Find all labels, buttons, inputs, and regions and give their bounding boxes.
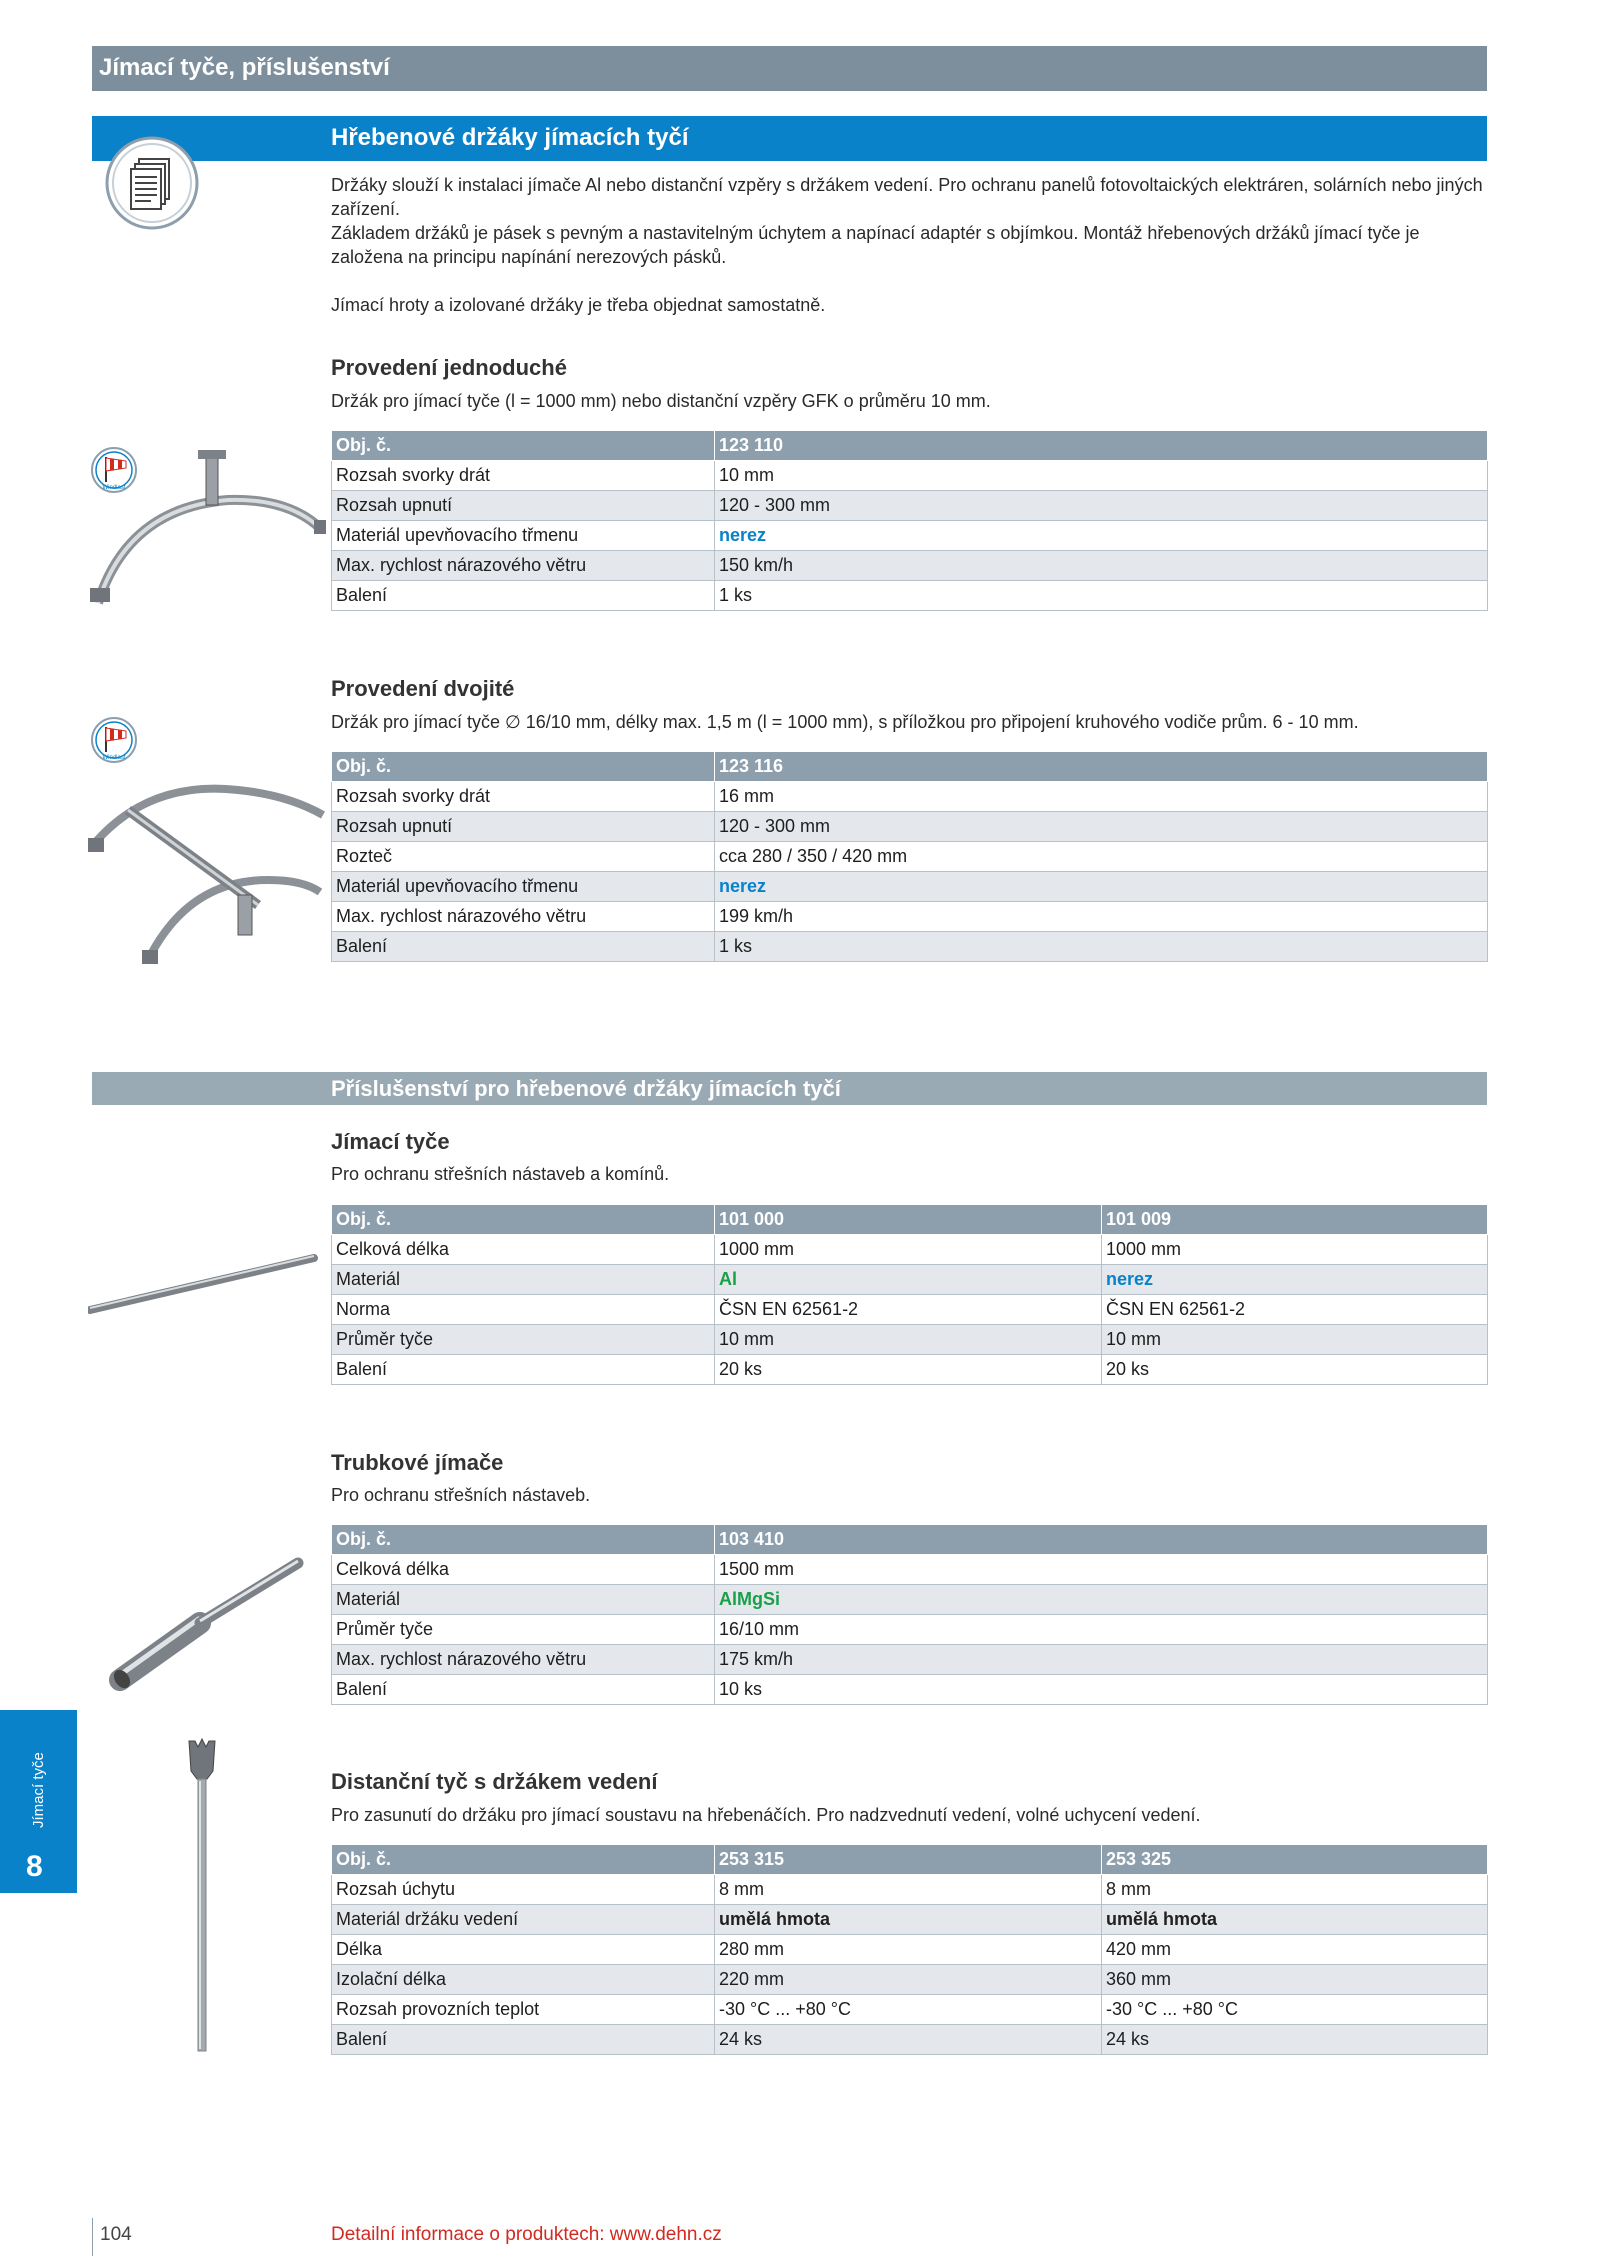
material-cell: nerez: [1102, 1265, 1488, 1295]
table-cell: 20 ks: [1102, 1355, 1488, 1385]
section-heading: Distanční tyč s držákem vedení: [331, 1769, 658, 1794]
material-cell: AlMgSi: [715, 1585, 1488, 1615]
table-row-label: Průměr tyče: [332, 1325, 715, 1355]
table-cell: 10 mm: [715, 1325, 1102, 1355]
windsock-label: Windlast: [102, 755, 126, 761]
chapter-tab-number: 8: [26, 1850, 43, 1883]
windsock-icon: [90, 714, 138, 774]
section-heading: Jímací tyče: [331, 1129, 450, 1154]
table-row-label: Rozsah úchytu: [332, 1875, 715, 1905]
table-row-label: Rozsah upnutí: [332, 491, 715, 521]
order-number: 123 116: [715, 752, 1488, 782]
table-cell: 1 ks: [715, 932, 1488, 962]
table-row-label: Max. rychlost nárazového větru: [332, 551, 715, 581]
chapter-tab[interactable]: [0, 1710, 77, 1893]
table-row-label: Balení: [332, 581, 715, 611]
table-row-label: Materiál upevňovacího třmenu: [332, 872, 715, 902]
table-cell: 16 mm: [715, 782, 1488, 812]
section-title: Jímací tyče, příslušenství: [99, 54, 390, 81]
spec-table: [331, 1205, 1488, 1385]
table-cell: 280 mm: [715, 1935, 1102, 1965]
table-row-label: Celková délka: [332, 1555, 715, 1585]
table-cell: 150 km/h: [715, 551, 1488, 581]
table-row-label: Materiál: [332, 1265, 715, 1295]
accessories-title: Příslušenství pro hřebenové držáky jímacích tyčí: [331, 1076, 841, 1101]
spec-table: [331, 1845, 1488, 2055]
table-cell: 420 mm: [1102, 1935, 1488, 1965]
chapter-tab-label: Jímací tyče: [30, 1752, 47, 1828]
table-cell: 175 km/h: [715, 1645, 1488, 1675]
table-cell: 16/10 mm: [715, 1615, 1488, 1645]
material-cell: Al: [715, 1265, 1102, 1295]
section-subtitle: Pro zasunutí do držáku pro jímací soustavu na hřebenáčích. Pro nadzvednutí vedení, volné uchycení vedení.: [331, 1805, 1201, 1825]
table-cell: 10 ks: [715, 1675, 1488, 1705]
page-number: 104: [100, 2224, 132, 2245]
intro-paragraph-1: Držáky slouží k instalaci jímače Al nebo distanční vzpěry s držákem vedení. Pro ochranu panelů fotovoltaických elektráren, solárních nebo jiných zařízení.: [331, 175, 1483, 219]
table-row-label: Rozteč: [332, 842, 715, 872]
table-row-label: Max. rychlost nárazového větru: [332, 1645, 715, 1675]
table-row-label: Délka: [332, 1935, 715, 1965]
order-number: 101 009: [1102, 1205, 1488, 1235]
section-subtitle: Držák pro jímací tyče (l = 1000 mm) nebo distanční vzpěry GFK o průměru 10 mm.: [331, 391, 991, 411]
double-holder-image: [88, 770, 328, 970]
table-cell: 24 ks: [715, 2025, 1102, 2055]
section-heading: Provedení jednoduché: [331, 355, 567, 380]
table-row-label: Materiál: [332, 1585, 715, 1615]
table-row-label: Rozsah upnutí: [332, 812, 715, 842]
table-cell: cca 280 / 350 / 420 mm: [715, 842, 1488, 872]
material-cell: nerez: [715, 521, 1488, 551]
table-cell: 1000 mm: [715, 1235, 1102, 1265]
table-cell: 120 - 300 mm: [715, 812, 1488, 842]
footer-link[interactable]: Detailní informace o produktech: www.dehn.cz: [331, 2224, 722, 2245]
table-row-label: Balení: [332, 932, 715, 962]
single-holder-image: [88, 448, 328, 613]
table-row-label: Balení: [332, 2025, 715, 2055]
table-row-label: Balení: [332, 1355, 715, 1385]
table-cell: 8 mm: [1102, 1875, 1488, 1905]
table-cell: -30 °C ... +80 °C: [715, 1995, 1102, 2025]
table-header-label: Obj. č.: [332, 1525, 715, 1555]
table-cell: 220 mm: [715, 1965, 1102, 1995]
table-row-label: Celková délka: [332, 1235, 715, 1265]
order-number: 123 110: [715, 431, 1488, 461]
table-row-label: Průměr tyče: [332, 1615, 715, 1645]
table-cell: 24 ks: [1102, 2025, 1488, 2055]
table-cell: 20 ks: [715, 1355, 1102, 1385]
section-heading: Provedení dvojité: [331, 676, 515, 701]
accessories-header: [92, 1072, 1487, 1105]
material-cell: nerez: [715, 872, 1488, 902]
table-cell: 360 mm: [1102, 1965, 1488, 1995]
table-header-label: Obj. č.: [332, 1205, 715, 1235]
windsock-label: Windlast: [102, 485, 126, 491]
table-cell: ČSN EN 62561-2: [715, 1295, 1102, 1325]
table-cell: 10 mm: [1102, 1325, 1488, 1355]
table-row-label: Norma: [332, 1295, 715, 1325]
table-header-label: Obj. č.: [332, 431, 715, 461]
section-subtitle: Pro ochranu střešních nástaveb a komínů.: [331, 1164, 670, 1184]
spacer-rod-image: [183, 1735, 221, 2055]
intro-text: [331, 173, 1488, 317]
section-header: [92, 46, 1487, 91]
section-heading: Trubkové jímače: [331, 1450, 504, 1475]
spec-table: [331, 1525, 1488, 1705]
tube-air-terminal-image: [100, 1555, 310, 1695]
product-title: Hřebenové držáky jímacích tyčí: [331, 124, 689, 151]
order-number: 253 325: [1102, 1845, 1488, 1875]
table-row-label: Materiál upevňovacího třmenu: [332, 521, 715, 551]
table-row-label: Max. rychlost nárazového větru: [332, 902, 715, 932]
table-cell: ČSN EN 62561-2: [1102, 1295, 1488, 1325]
section-subtitle: Držák pro jímací tyče ∅ 16/10 mm, délky max. 1,5 m (l = 1000 mm), s příložkou pro připojení kruhového vodiče prům. 6 - 10 mm.: [331, 712, 1359, 732]
order-number: 253 315: [715, 1845, 1102, 1875]
table-header-label: Obj. č.: [332, 752, 715, 782]
table-row-label: Balení: [332, 1675, 715, 1705]
table-row-label: Materiál držáku vedení: [332, 1905, 715, 1935]
material-cell: umělá hmota: [715, 1905, 1102, 1935]
table-cell: -30 °C ... +80 °C: [1102, 1995, 1488, 2025]
table-header-label: Obj. č.: [332, 1845, 715, 1875]
table-row-label: Izolační délka: [332, 1965, 715, 1995]
order-number: 103 410: [715, 1525, 1488, 1555]
table-row-label: Rozsah svorky drát: [332, 782, 715, 812]
table-cell: 120 - 300 mm: [715, 491, 1488, 521]
footer-divider: [92, 2218, 93, 2256]
table-cell: 1 ks: [715, 581, 1488, 611]
table-cell: 1000 mm: [1102, 1235, 1488, 1265]
table-row-label: Rozsah provozních teplot: [332, 1995, 715, 2025]
table-row-label: Rozsah svorky drát: [332, 461, 715, 491]
document-icon: [104, 135, 200, 231]
intro-paragraph-2: Základem držáků je pásek s pevným a nastavitelným úchytem a napínací adaptér s objímkou. Montáž hřebenových držáků jímací tyče je založena na principu napínání nerezových pásků.: [331, 223, 1420, 267]
table-cell: 199 km/h: [715, 902, 1488, 932]
material-cell: umělá hmota: [1102, 1905, 1488, 1935]
product-header: [92, 116, 1487, 161]
air-termination-rod-image: [88, 1248, 318, 1318]
section-subtitle: Pro ochranu střešních nástaveb.: [331, 1485, 591, 1505]
table-cell: 8 mm: [715, 1875, 1102, 1905]
order-number: 101 000: [715, 1205, 1102, 1235]
intro-paragraph-3: Jímací hroty a izolované držáky je třeba objednat samostatně.: [331, 295, 826, 315]
spec-table: [331, 431, 1488, 611]
table-cell: 1500 mm: [715, 1555, 1488, 1585]
table-cell: 10 mm: [715, 461, 1488, 491]
spec-table: [331, 752, 1488, 962]
